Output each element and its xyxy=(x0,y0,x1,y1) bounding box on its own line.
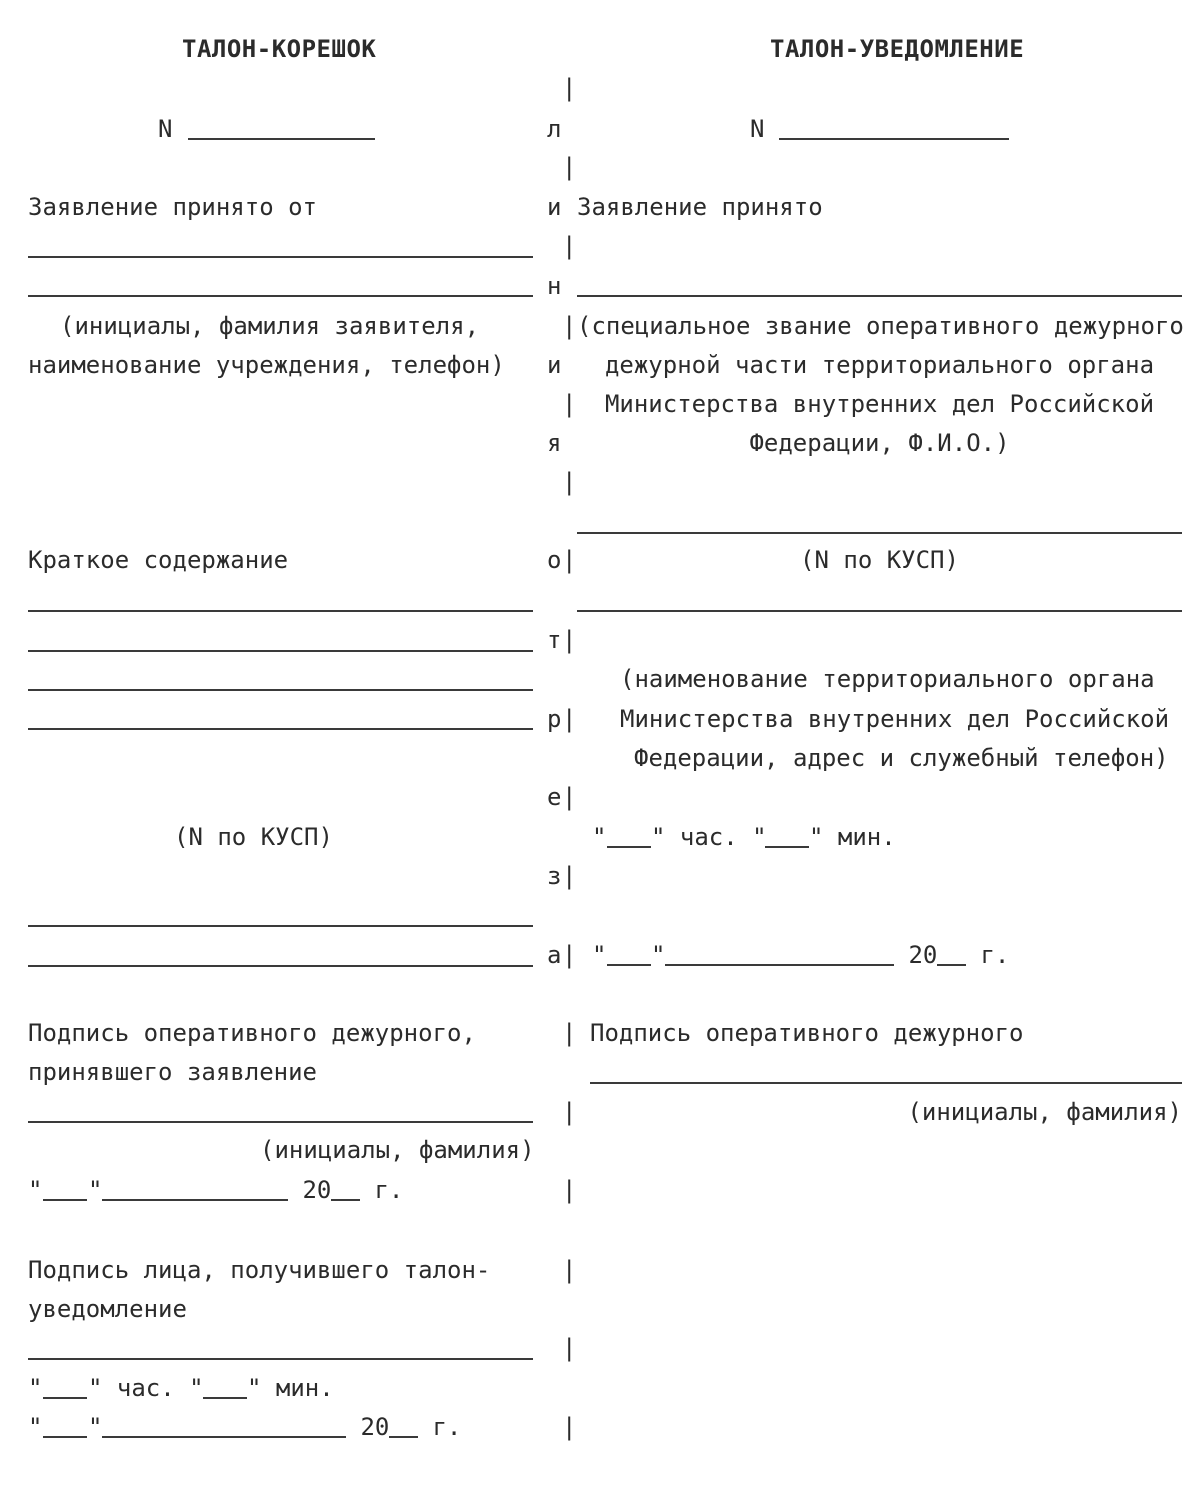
notice-officer-caption: (специальное звание оперативного дежурного xyxy=(577,312,1184,340)
notice-initials-caption: (инициалы, фамилия) xyxy=(907,1098,1182,1126)
notice-officer-caption: дежурной части территориального органа xyxy=(604,351,1155,379)
stub-number-label: N xyxy=(158,115,187,143)
cut-line-bar: | xyxy=(562,74,577,102)
stub-date2-quote: " xyxy=(88,1413,103,1441)
notice-date-year-field[interactable] xyxy=(937,964,966,966)
stub-summary-line[interactable] xyxy=(28,650,533,652)
stub-time-minute-label: " мин. xyxy=(247,1374,334,1402)
stub-recipient-signature-label: Подпись лица, получившего талон- xyxy=(28,1256,491,1284)
stub-kusp-caption: (N по КУСП) xyxy=(174,823,333,851)
notice-date-year-prefix: 20 xyxy=(894,941,938,969)
cut-line-bar: | xyxy=(562,1256,577,1284)
stub-date-year-suffix: г. xyxy=(360,1176,404,1204)
stub-kusp-line[interactable] xyxy=(28,925,533,927)
stub-accepted-from-label: Заявление принято от xyxy=(28,193,317,221)
stub-date-year-field[interactable] xyxy=(331,1199,360,1201)
notice-organ-field[interactable] xyxy=(577,610,1182,612)
notice-date-quote: " xyxy=(592,941,607,969)
stub-time-minute-field[interactable] xyxy=(203,1397,247,1399)
stub-time-hour-field[interactable] xyxy=(43,1397,87,1399)
stub-title: ТАЛОН-КОРЕШОК xyxy=(182,35,377,63)
stub-number-field[interactable] xyxy=(188,138,375,140)
notice-duty-signature-field[interactable] xyxy=(590,1082,1182,1084)
cut-line-letter: е xyxy=(547,783,562,811)
stub-date2-year-field[interactable] xyxy=(389,1436,418,1438)
cut-line-bar: | xyxy=(562,312,577,340)
stub-kusp-line[interactable] xyxy=(28,965,533,967)
notice-officer-caption: Министерства внутренних дел Российской xyxy=(604,390,1155,418)
notice-organ-caption: Федерации, адрес и служебный телефон) xyxy=(634,744,1169,772)
cut-line-letter: и xyxy=(547,193,562,221)
stub-applicant-caption: наименование учреждения, телефон) xyxy=(28,351,505,379)
stub-summary-line[interactable] xyxy=(28,728,533,730)
stub-date-year-prefix: 20 xyxy=(288,1176,332,1204)
stub-date2-year-suffix: г. xyxy=(418,1413,462,1441)
cut-line-bar: | xyxy=(562,862,577,890)
cut-line-letter: я xyxy=(547,429,562,457)
notice-time-hour-field[interactable] xyxy=(607,846,651,848)
cut-line-letter: и xyxy=(547,351,562,379)
notice-officer-caption: Федерации, Ф.И.О.) xyxy=(749,429,1010,457)
cut-line-bar: | xyxy=(562,783,577,811)
cut-line-bar: | xyxy=(562,941,577,969)
stub-duty-signature-label: принявшего заявление xyxy=(28,1058,317,1086)
stub-date-quote: " xyxy=(88,1176,103,1204)
stub-recipient-signature-label: уведомление xyxy=(28,1295,187,1323)
stub-time-hour-label: " час. " xyxy=(88,1374,204,1402)
cut-line-bar: | xyxy=(562,1334,577,1362)
notice-time-minute-field[interactable] xyxy=(765,846,809,848)
cut-line-bar: | xyxy=(562,1176,577,1204)
cut-line-letter: н xyxy=(547,272,562,300)
notice-number-field[interactable] xyxy=(779,138,1009,140)
stub-recipient-signature-field[interactable] xyxy=(28,1358,533,1360)
stub-duty-signature-label: Подпись оперативного дежурного, xyxy=(28,1019,476,1047)
notice-kusp-caption: (N по КУСП) xyxy=(800,546,959,574)
stub-date-quote: " xyxy=(28,1176,43,1204)
stub-applicant-caption: (инициалы, фамилия заявителя, xyxy=(60,312,480,340)
stub-date2-year-prefix: 20 xyxy=(346,1413,390,1441)
notice-title: ТАЛОН-УВЕДОМЛЕНИЕ xyxy=(770,35,1025,63)
stub-date2-month-field[interactable] xyxy=(102,1436,346,1438)
cut-line-bar: | xyxy=(562,626,577,654)
stub-summary-label: Краткое содержание xyxy=(28,546,289,574)
notice-time-quote: " xyxy=(592,823,607,851)
notice-time-hour-label: " час. " xyxy=(651,823,767,851)
cut-line-bar: | xyxy=(562,546,577,574)
notice-organ-caption: (наименование территориального органа xyxy=(620,665,1155,693)
notice-kusp-field[interactable] xyxy=(577,532,1182,534)
cut-line-letter: р xyxy=(547,705,562,733)
cut-line-bar: | xyxy=(562,1098,577,1126)
notice-date-month-field[interactable] xyxy=(665,964,894,966)
notice-officer-field[interactable] xyxy=(577,295,1182,297)
notice-accepted-label: Заявление принято xyxy=(577,193,823,221)
notice-date-day-field[interactable] xyxy=(607,964,651,966)
stub-date2-quote: " xyxy=(28,1413,43,1441)
cut-line-bar: | xyxy=(562,390,577,418)
notice-time-minute-label: " мин. xyxy=(809,823,896,851)
notice-organ-caption: Министерства внутренних дел Российской xyxy=(620,705,1170,733)
cut-line-letter: а xyxy=(547,941,562,969)
notice-number-label: N xyxy=(750,115,779,143)
stub-duty-signature-field[interactable] xyxy=(28,1121,533,1123)
cut-line-bar: | xyxy=(562,468,577,496)
notice-date-quote: " xyxy=(651,941,666,969)
notice-date-year-suffix: г. xyxy=(966,941,1010,969)
stub-date2-day-field[interactable] xyxy=(43,1436,87,1438)
stub-applicant-field-1[interactable] xyxy=(28,256,533,258)
cut-line-bar: | xyxy=(562,232,577,260)
cut-line-letter: л xyxy=(547,115,562,143)
cut-line-bar: | xyxy=(562,153,577,181)
stub-date-day-field[interactable] xyxy=(43,1199,87,1201)
cut-line-bar: | xyxy=(562,1413,577,1441)
stub-initials-caption: (инициалы, фамилия) xyxy=(260,1136,535,1164)
cut-line-letter: т xyxy=(547,626,562,654)
notice-duty-signature-label: Подпись оперативного дежурного xyxy=(590,1019,1024,1047)
stub-time-quote: " xyxy=(28,1374,43,1402)
cut-line-bar: | xyxy=(562,705,577,733)
cut-line-letter: о xyxy=(547,546,562,574)
stub-date-month-field[interactable] xyxy=(102,1199,288,1201)
cut-line-bar: | xyxy=(562,1019,577,1047)
stub-applicant-field-2[interactable] xyxy=(28,295,533,297)
stub-summary-line[interactable] xyxy=(28,610,533,612)
cut-line-letter: з xyxy=(547,862,562,890)
stub-summary-line[interactable] xyxy=(28,689,533,691)
